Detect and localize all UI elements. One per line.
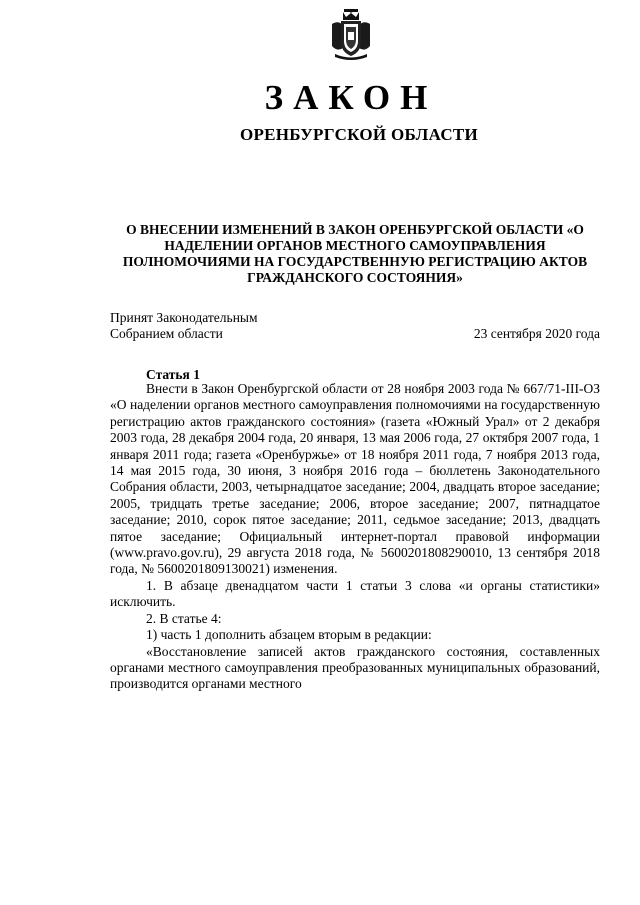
adoption-line-1: Принят Законодательным <box>110 310 258 325</box>
article-paragraph: 1) часть 1 дополнить абзацем вторым в редакции: <box>146 627 432 643</box>
law-heading: О ВНЕСЕНИИ ИЗМЕНЕНИЙ В ЗАКОН ОРЕНБУРГСКОЙ ОБЛАСТИ «О НАДЕЛЕНИИ ОРГАНОВ МЕСТНОГО САМОУПРАВЛЕНИЯ ПОЛНОМОЧИЯМИ НА ГОСУДАРСТВЕННУЮ РЕГИСТРАЦИЮ АКТОВ ГРАЖДАНСКОГО СОСТОЯНИЯ» <box>122 222 588 285</box>
coat-of-arms-emblem <box>329 8 373 60</box>
adoption-block <box>110 310 600 342</box>
article-paragraph: Внести в Закон Оренбургской области от 28 ноября 2003 года № 667/71-III-ОЗ «О наделении органов местного самоуправления полномочиями на государственную регистрацию актов гражданского состояния» (газета «Южный Урал» от 2 декабря 2003 года, 28 декабря 2004 года, 20 января, 13 мая 2006 года, 27 октября 2007 года, 1 января 2011 года; газета «Оренбуржье» от 18 ноября 2011 года, 7 ноября 2013 года, 14 мая 2015 года, 30 июня, 3 ноября 2016 года – бюллетень Законодательного Собрания области, 2003, четырнадцатое заседание; 2004, двадцать второе заседание; 2005, тридцать третье заседание; 2006, второе заседание; 2007, пятнадцатое заседание; 2010, сорок пятое заседание; 2011, седьмое заседание; 2013, двадцать пятое заседание; Официальный интернет-портал правовой информации (www.pravo.gov.ru), 29 августа 2018 года, № 5600201808290010, 13 сентября 2018 года, № 5600201809130021) изменения. <box>110 381 600 577</box>
adoption-date: 23 сентября 2020 года <box>473 326 600 341</box>
region-name: ОРЕНБУРГСКОЙ ОБЛАСТИ <box>239 125 479 144</box>
article-body <box>110 381 600 693</box>
article-paragraph: «Восстановление записей актов гражданского состояния, составленных органами местного самоуправления преобразованных муниципальных образований, производится органами местного <box>110 643 600 692</box>
law-title: ЗАКОН <box>264 78 438 117</box>
article-title: Статья 1 <box>146 367 200 382</box>
article-paragraph: 2. В статье 4: <box>146 610 222 626</box>
adoption-line-2: Собранием области <box>110 326 223 341</box>
coat-of-arms-icon <box>329 8 373 60</box>
article-paragraph: 1. В абзаце двенадцатом части 1 статьи 3 слова «и органы статистики» исключить. <box>110 577 600 610</box>
